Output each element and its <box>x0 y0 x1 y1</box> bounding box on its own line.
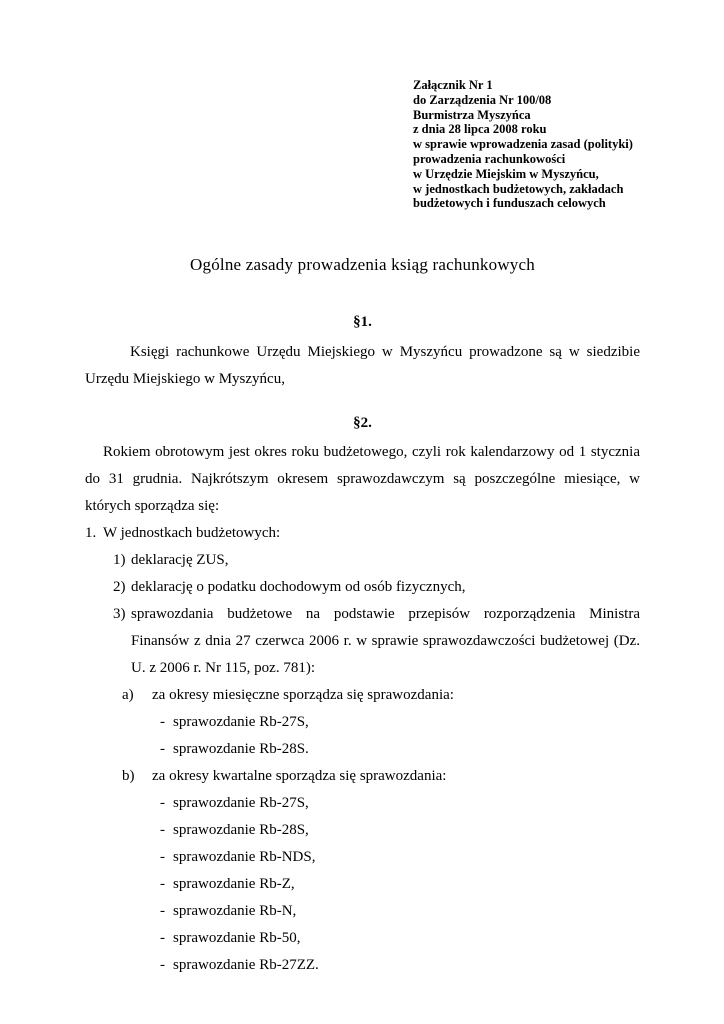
document-title: Ogólne zasady prowadzenia ksiąg rachunkowych <box>190 255 535 275</box>
section-2-heading: §2. <box>353 415 372 432</box>
header-line: budżetowych i funduszach celowych <box>413 196 606 211</box>
list-text: sprawozdania budżetowe na podstawie przepisów rozporządzenia Ministra Finansów z dnia 27 czerwca 2006 r. w sprawie sprawozdawczości budżetowej (Dz. U. z 2006 r. Nr 115, poz. 781): <box>131 606 640 677</box>
section-1-heading: §1. <box>353 314 372 331</box>
list-text: sprawozdanie Rb-Z, <box>173 876 295 893</box>
header-line: Burmistrza Myszyńca <box>413 107 531 122</box>
dash-marker: - <box>160 903 165 920</box>
section-2-paragraph: Rokiem obrotowym jest okres roku budżetowego, czyli rok kalendarzowy od 1 stycznia do 31 grudnia. Najkrótszym okresem sprawozdawczym są poszczególne miesiące, w których sporządza się: <box>85 444 640 515</box>
header-line: w sprawie wprowadzenia zasad (polityki) <box>413 137 633 152</box>
list-marker: 1. <box>85 525 97 542</box>
list-item-quarterly-periods <box>122 763 640 790</box>
list-text: za okresy miesięczne sporządza się sprawozdania: <box>152 687 454 704</box>
attachment-reference-block <box>413 78 640 211</box>
section-1-paragraph: Księgi rachunkowe Urzędu Miejskiego w Myszyńcu prowadzone są w siedzibie Urzędu Miejskiego w Myszyńcu, <box>85 344 640 388</box>
list-text: deklarację ZUS, <box>131 552 229 569</box>
list-item-report <box>160 709 640 736</box>
list-item-report <box>160 871 640 898</box>
list-item-report <box>160 817 640 844</box>
list-text: sprawozdanie Rb-50, <box>173 930 301 947</box>
dash-marker: - <box>160 957 165 974</box>
list-text: deklarację o podatku dochodowym od osób fizycznych, <box>131 579 466 596</box>
list-text: sprawozdanie Rb-28S. <box>173 741 309 758</box>
list-text: sprawozdanie Rb-N, <box>173 903 297 920</box>
list-item-report <box>160 898 640 925</box>
list-item-budget-reports <box>113 601 640 682</box>
list-marker: a) <box>122 687 134 704</box>
list-item-report <box>160 952 640 979</box>
dash-marker: - <box>160 714 165 731</box>
list-marker: 3) <box>113 606 126 623</box>
list-item-report <box>160 844 640 871</box>
list-item-zus-declaration <box>113 547 640 574</box>
list-item-report <box>160 736 640 763</box>
list-marker: b) <box>122 768 135 785</box>
dash-marker: - <box>160 822 165 839</box>
header-line: Załącznik Nr 1 <box>413 78 493 92</box>
list-marker: 2) <box>113 579 126 596</box>
list-item-monthly-periods <box>122 682 640 709</box>
dash-marker: - <box>160 795 165 812</box>
header-line: z dnia 28 lipca 2008 roku <box>413 122 547 137</box>
list-item-income-tax-declaration <box>113 574 640 601</box>
header-line: w jednostkach budżetowych, zakładach <box>413 181 624 196</box>
dash-marker: - <box>160 876 165 893</box>
dash-marker: - <box>160 849 165 866</box>
header-line: w Urzędzie Miejskim w Myszyńcu, <box>413 166 599 181</box>
dash-marker: - <box>160 741 165 758</box>
list-text: W jednostkach budżetowych: <box>103 525 281 542</box>
dash-marker: - <box>160 930 165 947</box>
list-text: sprawozdanie Rb-27S, <box>173 714 309 731</box>
list-text: sprawozdanie Rb-27ZZ. <box>173 957 319 974</box>
list-text: sprawozdanie Rb-28S, <box>173 822 309 839</box>
header-line: prowadzenia rachunkowości <box>413 151 566 166</box>
list-text: za okresy kwartalne sporządza się sprawozdania: <box>152 768 447 785</box>
list-item-report <box>160 790 640 817</box>
list-item-budget-units <box>85 520 640 547</box>
header-line: do Zarządzenia Nr 100/08 <box>413 92 552 107</box>
list-item-report <box>160 925 640 952</box>
list-text: sprawozdanie Rb-NDS, <box>173 849 316 866</box>
list-marker: 1) <box>113 552 126 569</box>
list-text: sprawozdanie Rb-27S, <box>173 795 309 812</box>
